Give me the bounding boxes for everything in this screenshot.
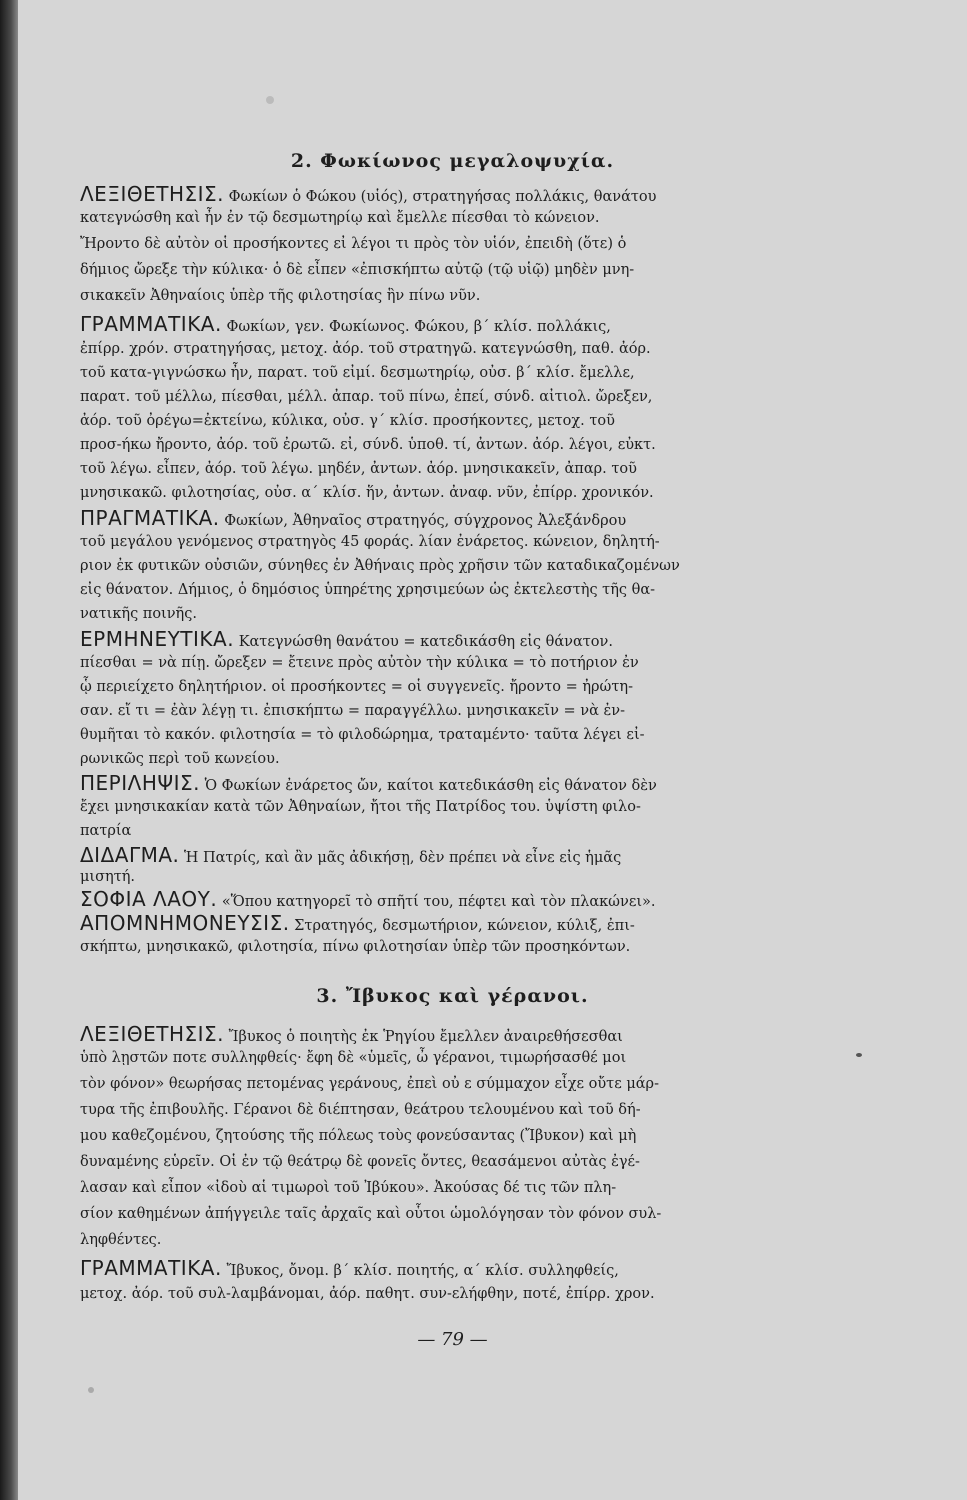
text-line: δήμιος ὤρεξε τὴν κύλικα· ὁ δὲ εἶπεν «ἐπισκήπτω αὐτῷ (τῷ υἱῷ) μηδὲν μνη- <box>80 262 635 278</box>
section-title: 2. Φωκίωνος μεγαλοψυχία. <box>290 150 615 172</box>
text-line: μνησικακῶ. φιλοτησίας, οὐσ. α΄ κλίσ. ἥν, ἀντων. ἀναφ. νῦν, ἐπίρρ. χρονικόν. <box>80 485 654 501</box>
text-line: πατρία <box>80 823 132 839</box>
text-line: ᾧ περιείχετο δηλητήριον. οἱ προσήκοντες = οἱ συγγενεῖς. ἤροντο = ἠρώτη- <box>80 679 633 695</box>
text-line: σκήπτω, μνησικακῶ, φιλοτησία, πίνω φιλοτησίαν ὑπὲρ τῶν προσηκόντων. <box>80 939 631 955</box>
text-line: νατικῆς ποινῆς. <box>80 606 197 622</box>
text-line: λασαν καὶ εἶπον «ἰδοὺ αἱ τιμωροὶ τοῦ Ἰβύκου». Ἀκούσας δέ τις τῶν πλη- <box>80 1180 617 1196</box>
section-heading: ΔΙΔΑΓΜΑ. <box>80 844 180 867</box>
speck <box>266 96 274 104</box>
section-heading: ΛΕΞΙΘΕΤΗΣΙΣ. <box>80 183 225 206</box>
text-line: ΛΕΞΙΘΕΤΗΣΙΣ. Φωκίων ὁ Φώκου (υἱός), στρατηγήσας πολλάκις, θανάτου <box>80 183 657 206</box>
text-line: μου καθεζομένου, ζητούσης τῆς πόλεως τοὺς φονεύσαντας (Ἴβυκον) καὶ μὴ <box>80 1128 637 1144</box>
text-line: πίεσθαι = νὰ πίῃ. ὤρεξεν = ἔτεινε πρὸς αὐτὸν τὴν κύλικα = τὸ ποτήριον ἐν <box>80 655 639 671</box>
book-page <box>18 0 967 1500</box>
text-line: μισητή. <box>80 869 136 885</box>
text-line: τυρα τῆς ἐπιβουλῆς. Γέρανοι δὲ διέπτησαν, θεάτρου τελουμένου καὶ τοῦ δή- <box>80 1102 641 1118</box>
text-line: ΕΡΜΗΝΕΥΤΙΚΑ. Κατεγνώσθη θανάτου = κατεδικάσθη εἰς θάνατον. <box>80 628 613 651</box>
text-line: δυναμένης εὑρεῖν. Οἱ ἐν τῷ θεάτρῳ δὲ φονεῖς ὄντες, θεασάμενοι αὐτὰς ἐγέ- <box>80 1154 640 1170</box>
text-line: ΣΟΦΙΑ ΛΑΟΥ. «Ὅπου κατηγορεῖ τὸ σπῆτί του, πέφτει καὶ τὸν πλακώνει». <box>80 888 656 911</box>
section-heading: ΓΡΑΜΜΑΤΙΚΑ. <box>80 1257 222 1280</box>
book-spine <box>0 0 18 1500</box>
text-line: ΛΕΞΙΘΕΤΗΣΙΣ. Ἴβυκος ὁ ποιητὴς ἐκ Ῥηγίου ἔμελλεν ἀναιρεθήσεσθαι <box>80 1023 623 1046</box>
section-heading: ΠΕΡΙΛΗΨΙΣ. <box>80 772 200 795</box>
text-line: σαν. εἴ τι = ἐὰν λέγῃ τι. ἐπισκήπτω = παραγγέλλω. μνησικακεῖν = νὰ ἐν- <box>80 703 625 719</box>
text-line: μετοχ. ἀόρ. τοῦ συλ-λαμβάνομαι, ἀόρ. παθητ. συν-ελήφθην, ποτέ, ἐπίρρ. χρον. <box>80 1286 655 1302</box>
text-line: τοῦ κατα-γιγνώσκω ἦν, παρατ. τοῦ εἰμί. δεσμωτηρίῳ, οὐσ. β΄ κλίσ. ἔμελλε, <box>80 365 635 381</box>
text-line: ΠΡΑΓΜΑΤΙΚΑ. Φωκίων, Ἀθηναῖος στρατηγός, σύγχρονος Ἀλεξάνδρου <box>80 507 627 530</box>
text-line: προσ-ήκω ἤροντο, ἀόρ. τοῦ ἐρωτῶ. εἰ, σύνδ. ὑποθ. τί, ἀντων. ἀόρ. λέγοι, εὐκτ. <box>80 437 656 453</box>
text-line: ΓΡΑΜΜΑΤΙΚΑ. Ἴβυκος, ὄνομ. β΄ κλίσ. ποιητής, α΄ κλίσ. συλληφθείς, <box>80 1257 619 1280</box>
text-line: Ἤροντο δὲ αὐτὸν οἱ προσήκοντες εἰ λέγοι τι πρὸς τὸν υἱόν, ἐπειδὴ (ὅτε) ὁ <box>80 236 627 252</box>
text-line: κατεγνώσθη καὶ ἦν ἐν τῷ δεσμωτηρίῳ καὶ ἔμελλε πίεσθαι τὸ κώνειον. <box>80 210 600 226</box>
section-title: 3. Ἴβυκος καὶ γέρανοι. <box>316 985 589 1007</box>
section-heading: ΠΡΑΓΜΑΤΙΚΑ. <box>80 507 220 530</box>
text-line: ἐπίρρ. χρόν. στρατηγήσας, μετοχ. ἀόρ. τοῦ στρατηγῶ. κατεγνώσθη, παθ. ἀόρ. <box>80 341 651 357</box>
text-line: παρατ. τοῦ μέλλω, πίεσθαι, μέλλ. ἀπαρ. τοῦ πίνω, ἐπεί, σύνδ. αἰτιολ. ὤρεξεν, <box>80 389 653 405</box>
text-line: ΑΠΟΜΝΗΜΟΝΕΥΣΙΣ. Στρατηγός, δεσμωτήριον, κώνειον, κύλιξ, ἐπι- <box>80 912 635 935</box>
speck <box>88 1387 94 1393</box>
text-line: τοῦ λέγω. εἶπεν, ἀόρ. τοῦ λέγω. μηδέν, ἀντων. ἀόρ. μνησικακεῖν, ἀπαρ. τοῦ <box>80 461 637 477</box>
text-line: ΔΙΔΑΓΜΑ. Ἡ Πατρίς, καὶ ἂν μᾶς ἀδικήσῃ, δὲν πρέπει νὰ εἶνε εἰς ἡμᾶς <box>80 844 622 867</box>
page-number: — 79 — <box>417 1329 488 1350</box>
section-heading: ΑΠΟΜΝΗΜΟΝΕΥΣΙΣ. <box>80 912 290 935</box>
section-heading: ΣΟΦΙΑ ΛΑΟΥ. <box>80 888 218 911</box>
text-line: ρωνικῶς περὶ τοῦ κωνείου. <box>80 751 280 767</box>
text-line: σίον καθημένων ἀπήγγειλε ταῖς ἀρχαῖς καὶ οὗτοι ὡμολόγησαν τὸν φόνον συλ- <box>80 1206 662 1222</box>
speck <box>856 1053 862 1057</box>
text-line: ΓΡΑΜΜΑΤΙΚΑ. Φωκίων, γεν. Φωκίωνος. Φώκου, β΄ κλίσ. πολλάκις, <box>80 313 611 336</box>
text-line: ληφθέντες. <box>80 1232 162 1248</box>
text-line: εἰς θάνατον. Δήμιος, ὁ δημόσιος ὑπηρέτης χρησιμεύων ὡς ἐκτελεστὴς τῆς θα- <box>80 582 656 598</box>
text-line: τὸν φόνον» θεωρήσας πετομένας γεράνους, ἐπεὶ οὐ ε σύμμαχον εἶχε οὔτε μάρ- <box>80 1076 659 1092</box>
text-line: ριον ἐκ φυτικῶν οὐσιῶν, σύνηθες ἐν Ἀθήναις πρὸς χρῆσιν τῶν καταδικαζομένων <box>80 558 680 574</box>
section-heading: ΛΕΞΙΘΕΤΗΣΙΣ. <box>80 1023 225 1046</box>
section-heading: ΓΡΑΜΜΑΤΙΚΑ. <box>80 313 222 336</box>
text-line: ἀόρ. τοῦ ὀρέγω=ἐκτείνω, κύλικα, οὐσ. γ΄ κλίσ. προσήκοντες, μετοχ. τοῦ <box>80 413 615 429</box>
text-line: ἔχει μνησικακίαν κατὰ τῶν Ἀθηναίων, ἤτοι τῆς Πατρίδος του. ὑψίστη φιλο- <box>80 799 641 815</box>
text-line: σικακεῖν Ἀθηναίοις ὑπὲρ τῆς φιλοτησίας ἣν πίνω νῦν. <box>80 288 481 304</box>
text-line: θυμῆται τὸ κακόν. φιλοτησία = τὸ φιλοδώρημα, τραταμέντο· ταῦτα λέγει εἰ- <box>80 727 645 743</box>
text-line: ΠΕΡΙΛΗΨΙΣ. Ὁ Φωκίων ἐνάρετος ὤν, καίτοι κατεδικάσθη εἰς θάνατον δὲν <box>80 772 657 795</box>
text-line: ὑπὸ λῃστῶν ποτε συλληφθείς· ἔφη δὲ «ὑμεῖς, ὦ γέρανοι, τιμωρήσασθέ μοι <box>80 1050 627 1066</box>
section-heading: ΕΡΜΗΝΕΥΤΙΚΑ. <box>80 628 235 651</box>
text-line: τοῦ μεγάλου γενόμενος στρατηγὸς 45 φοράς. λίαν ἐνάρετος. κώνειον, δηλητή- <box>80 534 660 550</box>
